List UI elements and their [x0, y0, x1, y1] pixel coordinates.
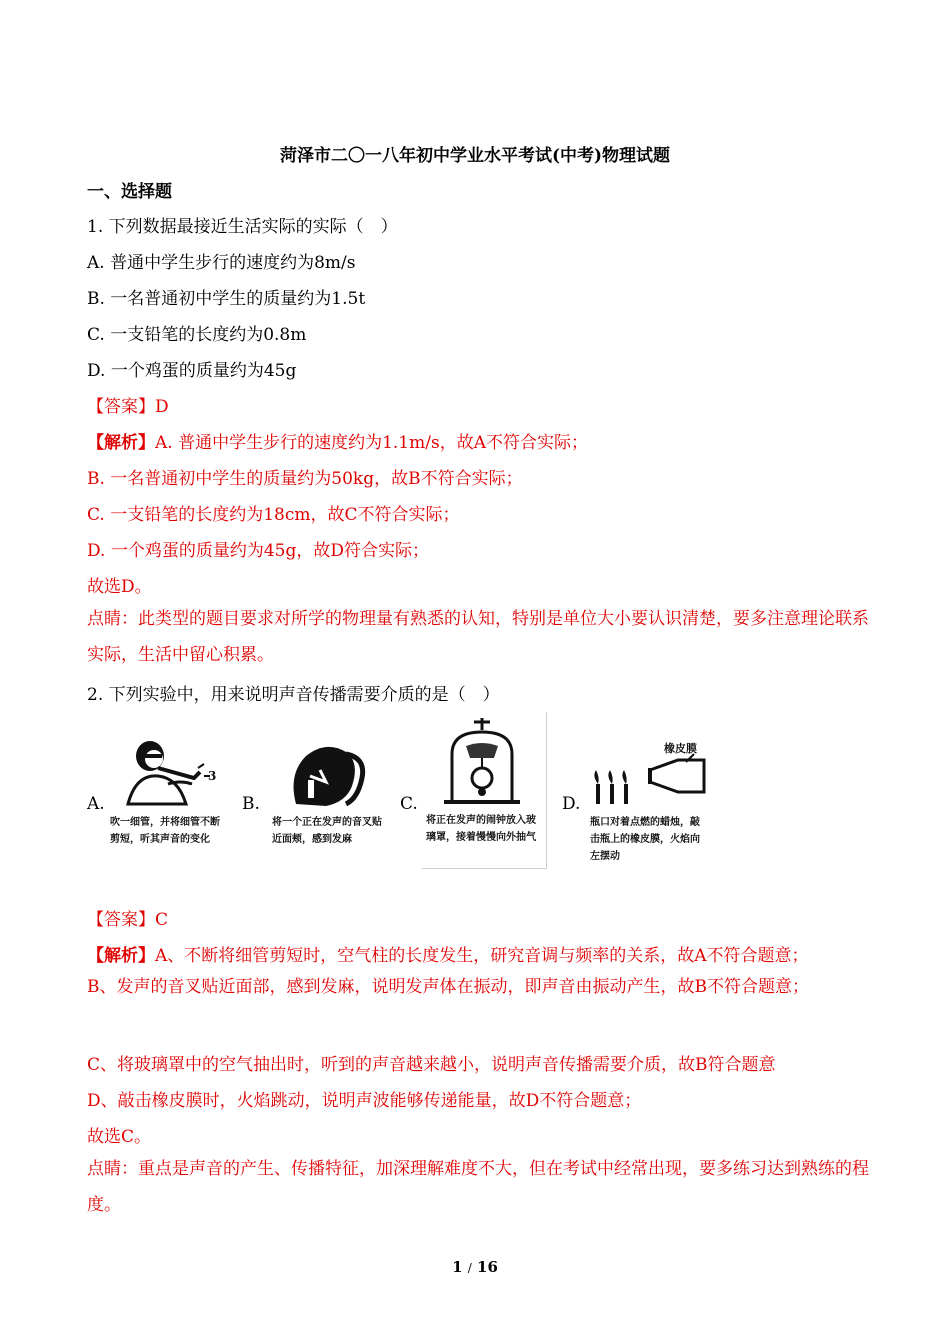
q2-option-a-caption: 吹一细管，并将细管不断剪短，听其声音的变化 — [110, 817, 220, 845]
q2-conclusion: 故选C。 — [87, 1127, 152, 1147]
page-separator: / — [467, 1261, 472, 1275]
page-current: 1 — [452, 1258, 463, 1276]
q1-option-d: D. 一个鸡蛋的质量约为45g — [87, 361, 297, 381]
q1-note: 点睛：此类型的题目要求对所学的物理量有熟悉的认知，特别是单位大小要认识清楚，要多注意理论联系实际，生活中留心积累。 — [87, 609, 869, 665]
q1-answer — [87, 392, 169, 417]
q2-option-c-figure — [422, 712, 547, 869]
analysis-label: 【解析】 — [87, 433, 155, 453]
page-number — [0, 1258, 950, 1276]
q1-option-a: A. 普通中学生步行的速度约为8m/s — [87, 253, 356, 273]
tuning-fork-face-illustration — [266, 734, 388, 812]
q2-option-d-caption: 瓶口对着点燃的蜡烛，敲击瓶上的橡皮膜，火焰向左摆动 — [590, 817, 700, 862]
answer-value: D — [155, 397, 169, 417]
answer-label: 【答案】 — [87, 397, 155, 417]
q1-option-c: C. 一支铅笔的长度约为0.8m — [87, 325, 307, 345]
q1-option-b: B. 一名普通初中学生的质量约为1.5t — [87, 289, 366, 309]
bell-jar-alarm-clock-illustration — [422, 712, 546, 808]
q2-analysis-d: D、敲击橡皮膜时，火焰跳动，说明声波能够传递能量，故D不符合题意； — [87, 1091, 642, 1111]
answer-value: C — [155, 910, 169, 930]
q1-stem: 1. 下列数据最接近生活实际的实际（ ） — [87, 217, 398, 237]
q2-analysis-c: C、将玻璃罩中的空气抽出时，听到的声音越来越小，说明声音传播需要介质，故B符合题意 — [87, 1055, 776, 1075]
student-blowing-tube-illustration — [108, 734, 230, 809]
q2-note: 点睛：重点是声音的产生、传播特征，加深理解难度不大，但在考试中经常出现，要多练习达到熟练的程度。 — [87, 1159, 869, 1215]
svg-text:3: 3 — [208, 769, 217, 783]
q2-option-c-letter: C. — [400, 794, 418, 814]
analysis-text: A、不断将细管剪短时，空气柱的长度发生，研究音调与频率的关系，故A不符合题意； — [155, 946, 809, 966]
q2-option-a-figure — [108, 734, 230, 868]
analysis-text: A. 普通中学生步行的速度约为1.1m/s，故A不符合实际； — [155, 433, 588, 453]
q2-option-b-letter: B. — [242, 794, 260, 814]
answer-label: 【答案】 — [87, 910, 155, 930]
page-total: 16 — [477, 1258, 498, 1276]
section-heading: 一、选择题 — [87, 182, 172, 202]
q2-stem: 2. 下列实验中，用来说明声音传播需要介质的是（ ） — [87, 685, 500, 705]
q2-analysis-b: B、发声的音叉贴近面部，感到发麻，说明发声体在振动，即声音由振动产生，故B不符合题意； — [87, 977, 809, 997]
q2-option-d-figure — [584, 734, 714, 868]
q1-conclusion: 故选D。 — [87, 577, 152, 597]
q2-option-b-figure — [266, 734, 388, 868]
q2-answer — [87, 905, 168, 930]
rubber-membrane-label: 橡皮膜 — [664, 742, 697, 755]
q1-analysis — [87, 428, 588, 453]
q2-option-a-letter: A. — [87, 794, 105, 814]
q2-option-d-letter: D. — [562, 794, 581, 814]
q2-option-c-caption: 将正在发声的闹钟放入玻璃罩，接着慢慢向外抽气 — [426, 815, 536, 843]
q2-option-b-caption: 将一个正在发声的音叉贴近面颊，感到发麻 — [272, 817, 382, 845]
page-title: 菏泽市二〇一八年初中学业水平考试(中考)物理试题 — [279, 146, 671, 166]
q1-analysis-b: B. 一名普通初中学生的质量约为50kg，故B不符合实际； — [87, 469, 523, 489]
q1-analysis-d: D. 一个鸡蛋的质量约为45g，故D符合实际； — [87, 541, 429, 561]
q1-analysis-c: C. 一支铅笔的长度约为18cm，故C不符合实际； — [87, 505, 460, 525]
analysis-label: 【解析】 — [87, 946, 155, 966]
q2-analysis — [87, 941, 809, 966]
